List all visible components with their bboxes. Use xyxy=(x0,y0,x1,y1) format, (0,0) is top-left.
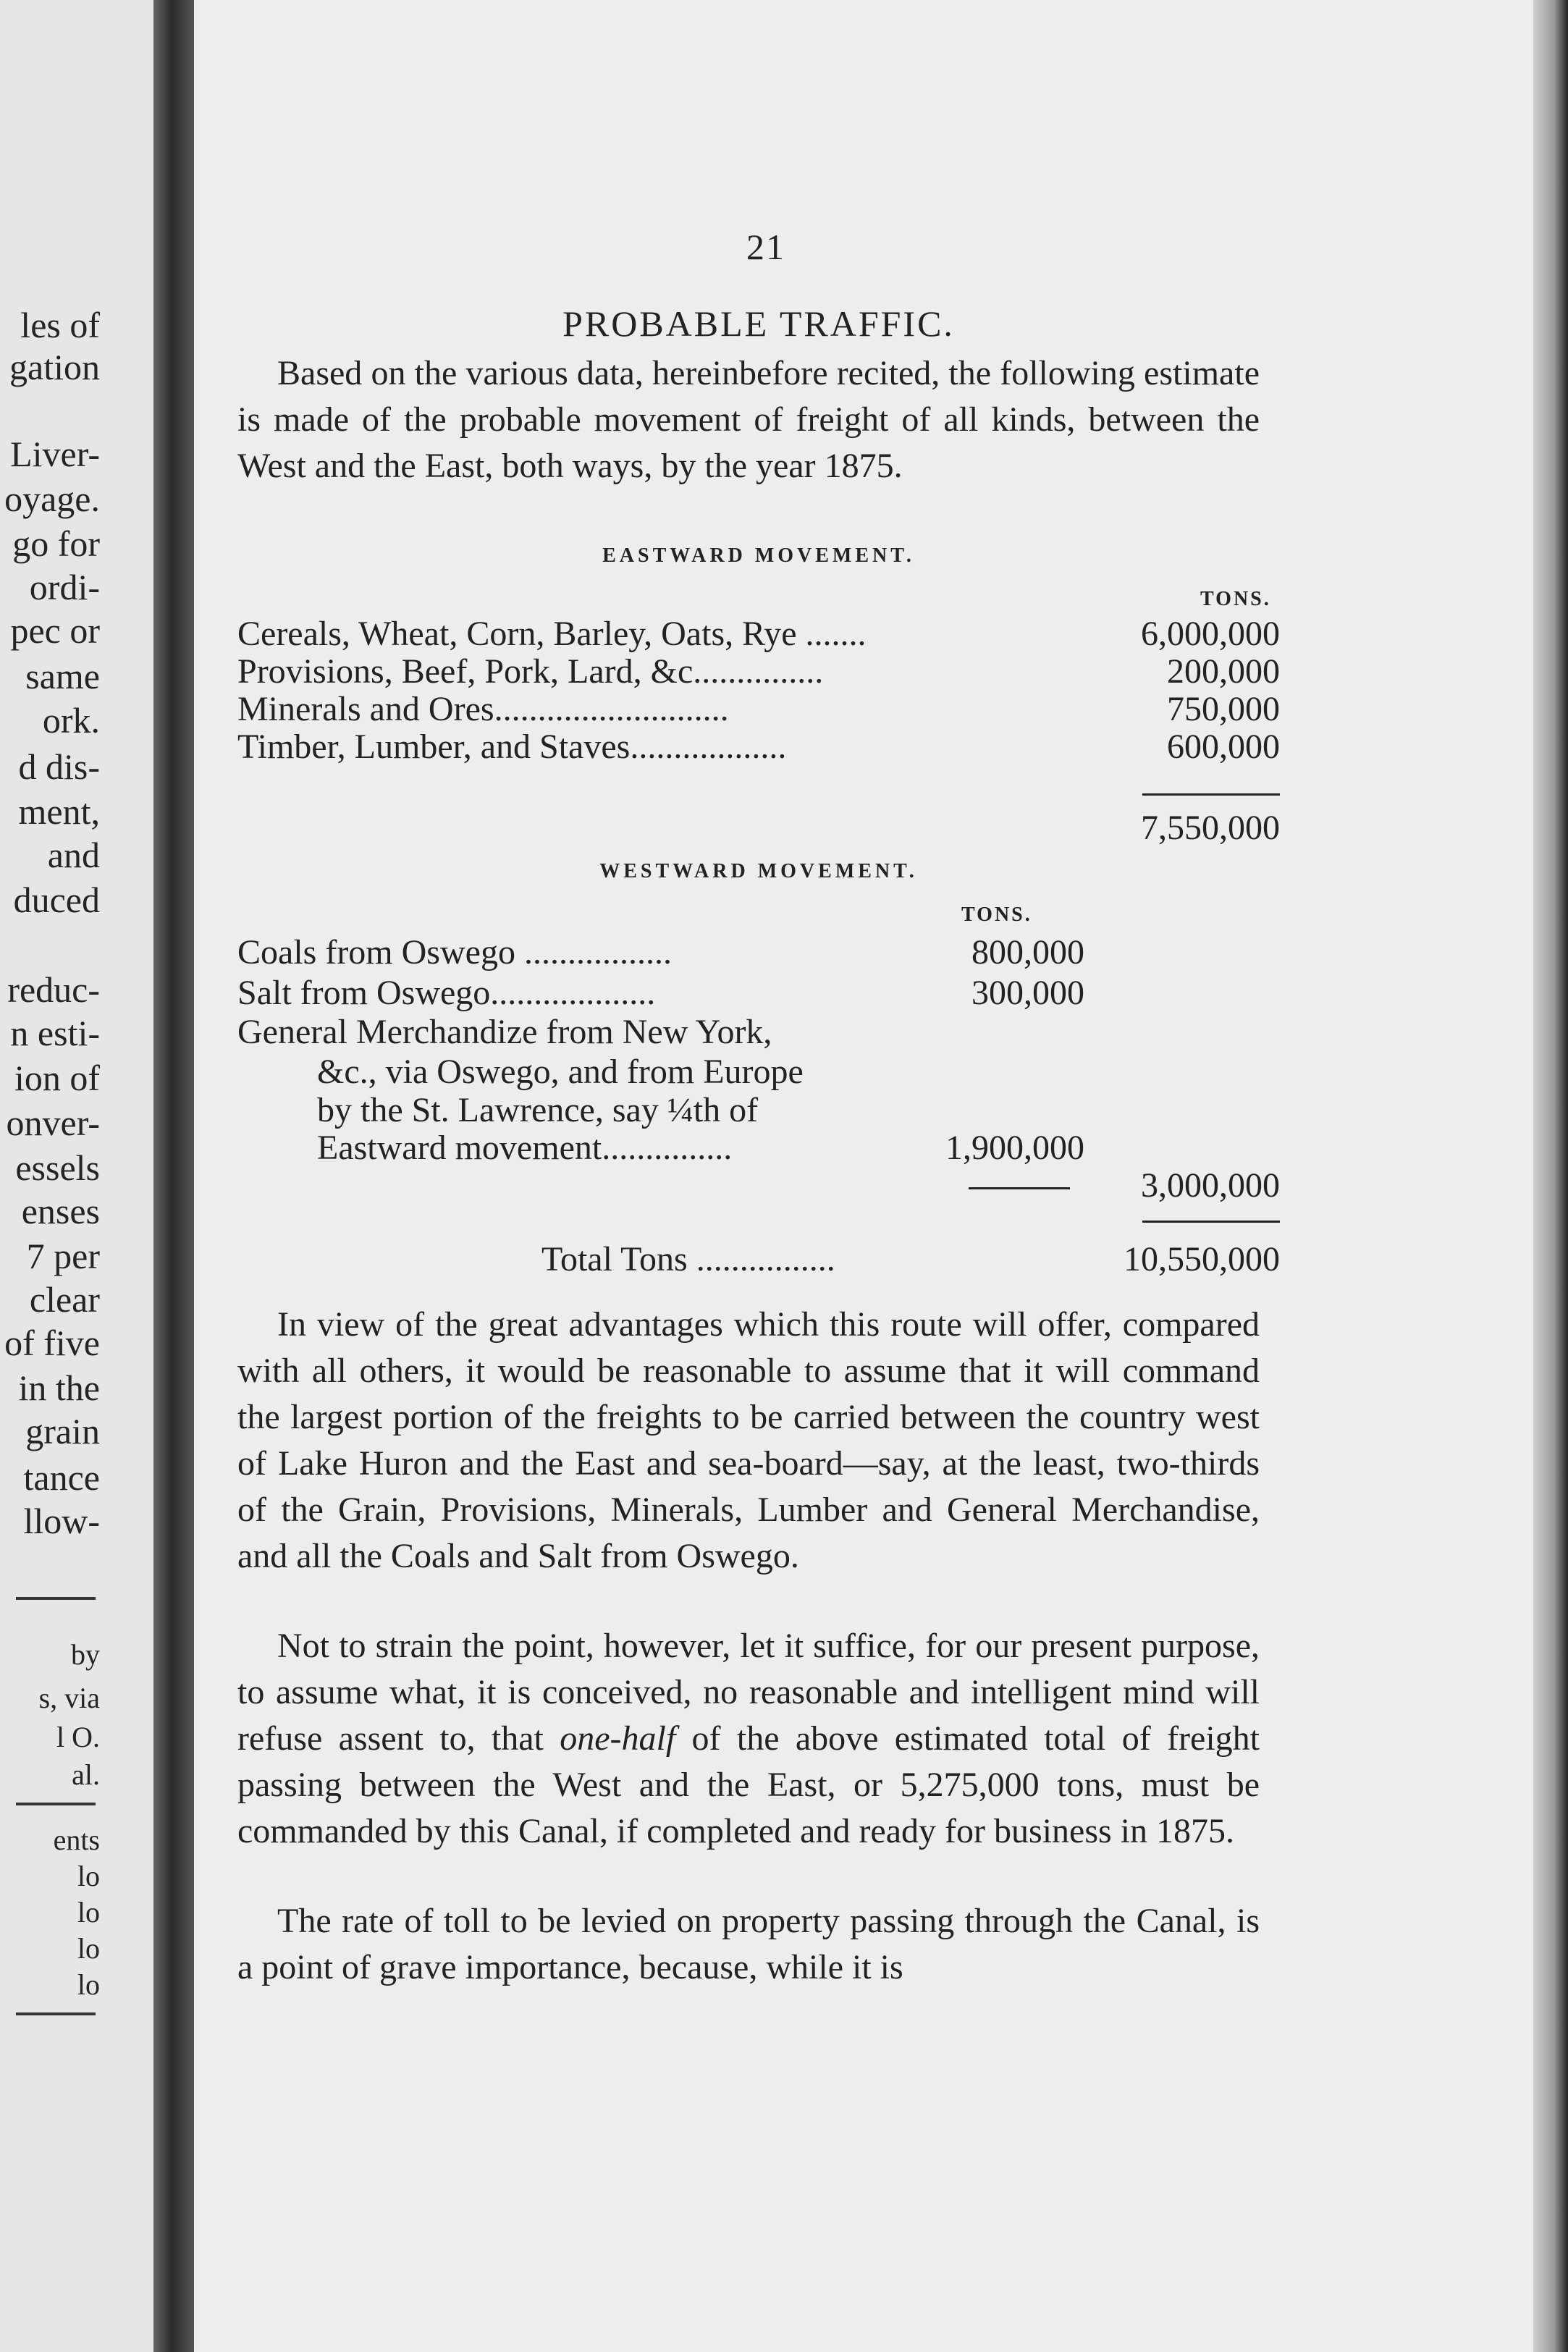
facing-page-rule xyxy=(16,1803,96,1805)
paragraph-text: Not to strain the point, however, let it suffice, for our present purpose, to assume what, it is conceived, no reasonable and intelligent mind will refuse assent to, that xyxy=(237,1627,1260,1758)
page-edge xyxy=(1533,0,1568,2352)
facing-page-text-fragment: d dis- xyxy=(18,746,100,787)
facing-page-text-fragment: lo xyxy=(77,1860,100,1892)
facing-page-text-fragment: essels xyxy=(15,1147,100,1188)
facing-page-text-fragment: tance xyxy=(23,1457,100,1498)
table-cell-value: 300,000 xyxy=(971,974,1084,1012)
facing-page-text-fragment: lo xyxy=(77,1896,100,1929)
facing-page-text-fragment: ment, xyxy=(18,791,100,832)
facing-page-text-fragment: n esti- xyxy=(10,1013,100,1053)
facing-page-text-fragment: llow- xyxy=(23,1501,100,1541)
table-cell-value: 750,000 xyxy=(1167,690,1280,728)
facing-page-rule xyxy=(16,2012,96,2015)
grand-total-value: 10,550,000 xyxy=(1124,1240,1280,1278)
facing-page-text-fragment: ion of xyxy=(14,1058,100,1098)
facing-page-text-fragment: pec or xyxy=(10,610,100,651)
facing-page-text-fragment: onver- xyxy=(6,1103,100,1143)
table-cell-value: 200,000 xyxy=(1167,652,1280,691)
intro-paragraph xyxy=(237,350,1260,489)
facing-page-text-fragment: l O. xyxy=(56,1721,100,1753)
facing-page-text-fragment: ordi- xyxy=(29,567,100,607)
table-cell-value: 800,000 xyxy=(971,933,1084,971)
facing-page-text-fragment: les of xyxy=(20,305,100,345)
table-row: Provisions, Beef, Pork, Lard, &c............... xyxy=(237,652,824,691)
facing-page-text-fragment: grain xyxy=(25,1411,100,1451)
table-row: Salt from Oswego................... xyxy=(237,974,656,1012)
table-row: Timber, Lumber, and Staves.................. xyxy=(237,728,787,766)
facing-page-text-fragment: s, via xyxy=(38,1682,100,1714)
paragraph-text: The rate of toll to be levied on property passing through the Canal, is a point of grave importance, because, while it is xyxy=(237,1902,1260,1986)
facing-page-text-fragment: lo xyxy=(77,1968,100,2001)
facing-page-text-fragment: enses xyxy=(21,1191,100,1231)
table-cell-value: 600,000 xyxy=(1167,728,1280,766)
facing-page-text-fragment: go for xyxy=(12,523,100,564)
grand-total-label: Total Tons ................ xyxy=(541,1240,835,1278)
facing-page-text-fragment: reduc- xyxy=(7,969,100,1010)
emphasis-text: one-half xyxy=(560,1719,676,1758)
facing-page-text-fragment: and xyxy=(47,835,100,875)
table-row-continued: &c., via Oswego, and from Europe xyxy=(317,1053,804,1091)
westward-subtotal-rule xyxy=(969,1187,1070,1189)
binding-gutter xyxy=(153,0,194,2352)
facing-page-text-fragment: same xyxy=(25,656,100,696)
westward-total: 3,000,000 xyxy=(1141,1166,1280,1205)
westward-heading: WESTWARD MOVEMENT. xyxy=(599,860,918,882)
page-number: 21 xyxy=(746,227,785,267)
facing-page-text-fragment: lo xyxy=(77,1932,100,1965)
facing-page-text-fragment: of five xyxy=(4,1323,100,1363)
body-paragraph xyxy=(237,1898,1260,1991)
paragraph-text: In view of the great advantages which this route will offer, compared with all others, it would be reasonable to assume that it will command the largest portion of the freights to be carried between the country west of Lake Huron and the East and sea-board—say, at the least, two-thirds of the Grain, Provisions, Minerals, Lumber and General Merchandise, and all the Coals and Salt from Oswego. xyxy=(237,1305,1260,1575)
facing-page-text-fragment: clear xyxy=(29,1279,100,1320)
grand-total-rule xyxy=(1142,1221,1280,1223)
facing-page-text-fragment: by xyxy=(71,1638,100,1671)
eastward-heading: EASTWARD MOVEMENT. xyxy=(602,544,915,567)
facing-page-text-fragment: al. xyxy=(72,1758,100,1791)
facing-page-text-fragment: gation xyxy=(9,347,100,387)
facing-page-text-fragment: 7 per xyxy=(26,1236,100,1276)
facing-page-text-fragment: Liver- xyxy=(10,434,100,474)
facing-page-text-fragment: oyage. xyxy=(4,479,100,519)
table-row: Minerals and Ores........................... xyxy=(237,690,729,728)
body-paragraph xyxy=(237,1623,1260,1855)
westward-tons-label: TONS. xyxy=(961,903,1032,926)
facing-page-text-fragment: duced xyxy=(13,880,100,920)
body-paragraph xyxy=(237,1302,1260,1580)
table-cell-value: 1,900,000 xyxy=(945,1129,1084,1167)
table-row-continued: Eastward movement............... xyxy=(317,1129,733,1167)
eastward-tons-label: TONS. xyxy=(1200,588,1271,610)
paragraph-text: of the above estimated total of freight passing between the West and the East, or 5,275,000 tons, must be commanded by this Canal, if completed and ready for business in 1875. xyxy=(237,1719,1260,1850)
facing-page xyxy=(0,0,153,2352)
facing-page-text-fragment: in the xyxy=(18,1367,100,1408)
table-row: General Merchandize from New York, xyxy=(237,1013,772,1051)
table-row: Coals from Oswego ................. xyxy=(237,933,672,971)
intro-text: Based on the various data, hereinbefore recited, the following estimate is made of the probable movement of freight of all kinds, between the West and the East, both ways, by the year 1875. xyxy=(237,354,1260,485)
section-title: PROBABLE TRAFFIC. xyxy=(562,303,955,344)
eastward-total-rule xyxy=(1142,793,1280,796)
facing-page-text-fragment: ents xyxy=(53,1824,100,1856)
book-page xyxy=(194,0,1533,2352)
table-row: Cereals, Wheat, Corn, Barley, Oats, Rye ....... xyxy=(237,615,867,653)
facing-page-rule xyxy=(16,1597,96,1600)
facing-page-text-fragment: ork. xyxy=(42,700,100,741)
eastward-total: 7,550,000 xyxy=(1141,809,1280,847)
table-cell-value: 6,000,000 xyxy=(1141,615,1280,653)
table-row-continued: by the St. Lawrence, say ¼th of xyxy=(317,1091,759,1129)
